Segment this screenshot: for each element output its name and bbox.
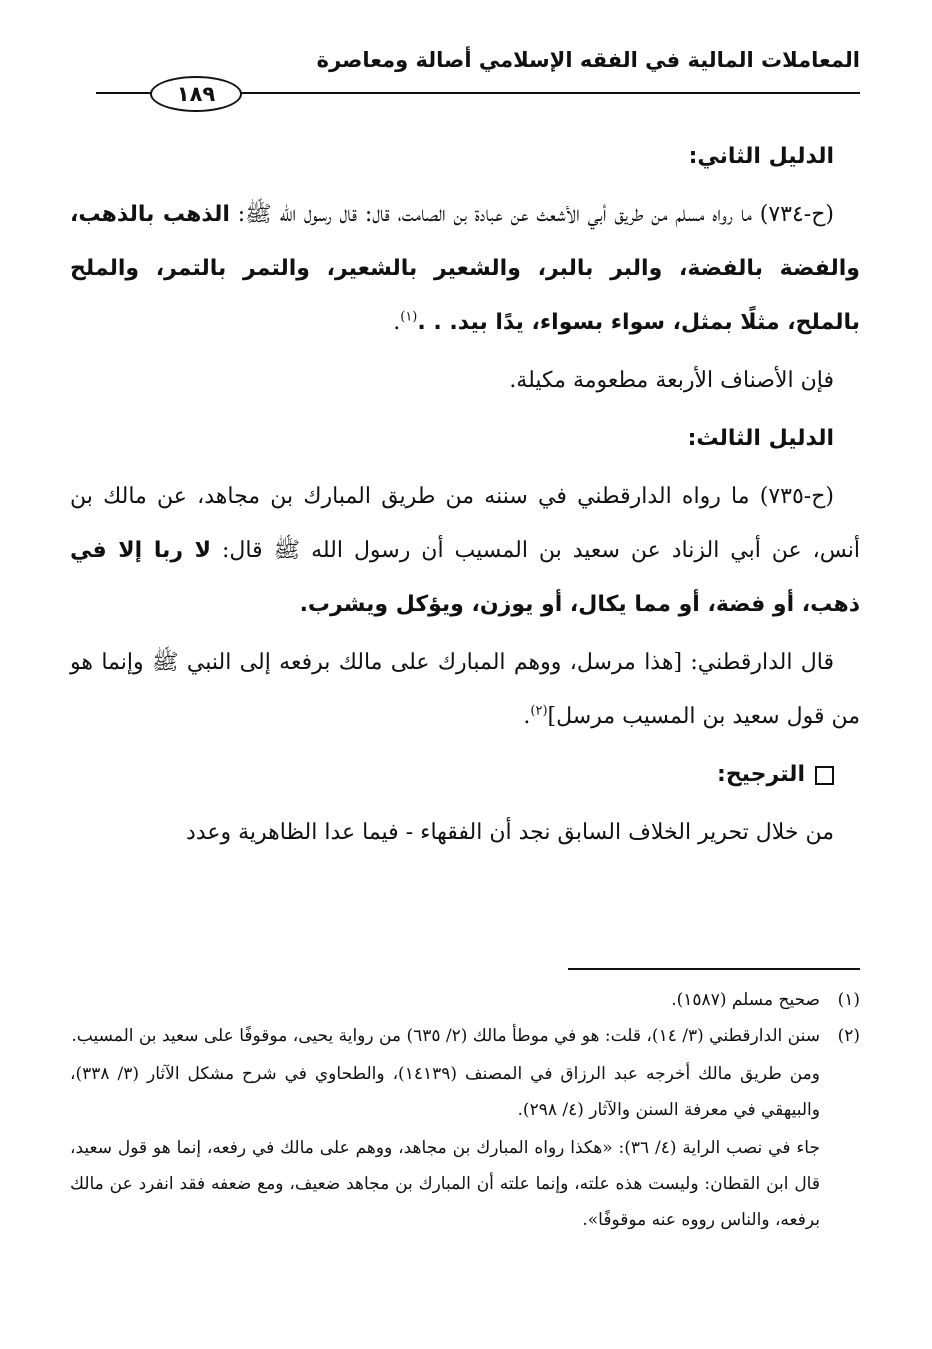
daraqutni-quote: قال الدارقطني: [هذا مرسل، ووهم المبارك على مالك برفعه إلى النبي ﷺ وإنما هو من قول سعيد بن المسيب مرسل]	[70, 650, 860, 729]
running-title: المعاملات المالية في الفقه الإسلامي أصالة ومعاصرة	[316, 48, 860, 72]
hadith-735-text: لا ربا إلا في ذهب، أو فضة، أو مما يكال، أو يوزن، ويؤكل ويشرب.	[70, 538, 860, 617]
paragraph-hadith-734	[70, 188, 860, 350]
footnote-2-number: (٢)	[837, 1026, 860, 1046]
footnotes	[70, 982, 860, 1238]
footnote-1	[70, 982, 860, 1018]
paragraph-tarjih: من خلال تحرير الخلاف السابق نجد أن الفقهاء - فيما عدا الظاهرية وعدد	[186, 820, 834, 845]
paragraph-hadith-735	[70, 470, 860, 632]
paragraph-daraqutni	[70, 636, 860, 744]
hadith-734-end: .	[393, 310, 401, 335]
hadith-735-intro: (ح-٧٣٥) ما رواه الدارقطني في سننه من طريق المبارك بن مجاهد، عن مالك بن أنس، عن أبي الزناد عن سعيد بن المسيب أن رسول الله ﷺ قال:	[70, 484, 860, 563]
tarjih-label: الترجيح:	[717, 762, 805, 787]
paragraph-conclusion: فإن الأصناف الأربعة مطعومة مكيلة.	[509, 368, 834, 393]
footnote-1-text: صحيح مسلم (١٥٨٧).	[671, 990, 820, 1010]
footnote-ref-1[interactable]: (١)	[400, 309, 418, 325]
footnote-2-text: سنن الدارقطني (٣/ ١٤)، قلت: هو في موطأ مالك (٢/ ٦٣٥) من رواية يحيى، موقوفًا على سعيد بن المسيب.	[71, 1026, 820, 1046]
hadith-734-intro: (ح-٧٣٤) ما رواه مسلم من طريق أبي الأشعث عن عبادة بن الصامت، قال: قال رسول الله ﷺ:	[229, 202, 834, 227]
footnote-ref-2[interactable]: (٢)	[530, 703, 548, 719]
footnote-2-paragraph-2: ومن طريق مالك أخرجه عبد الرزاق في المصنف (١٤١٣٩)، والطحاوي في شرح مشكل الآثار (٣/ ٣٣٨)، والبيهقي في معرفة السنن والآثار (٤/ ٢٩٨).	[70, 1064, 820, 1120]
hadith-734-text: الذهب بالذهب، والفضة بالفضة، والبر بالبر، والشعير بالشعير، والتمر بالتمر، والملح بالملح، مثلًا بمثل، سواء بسواء، يدًا بيد. . .	[70, 202, 860, 335]
footnote-2	[70, 1018, 860, 1054]
square-bullet-icon	[815, 766, 834, 785]
heading-third-evidence: الدليل الثالث:	[687, 426, 834, 451]
heading-second-evidence: الدليل الثاني:	[688, 144, 834, 169]
page-number: ١٨٩	[150, 76, 242, 112]
main-text	[70, 130, 860, 864]
daraqutni-end: .	[523, 704, 531, 729]
heading-tarjih	[70, 748, 860, 802]
footnote-1-number: (١)	[837, 990, 860, 1010]
footnote-2-paragraph-3: جاء في نصب الراية (٤/ ٣٦): «هكذا رواه المبارك بن مجاهد، ووهم على مالك في رفعه، إنما هو قول سعيد، قال ابن القطان: وليست هذه علته، وإنما علته أن المبارك بن مجاهد ضعيف، ومع ضعفه فقد انفرد عن مالك برفعه، والناس رووه عنه موقوفًا».	[70, 1138, 820, 1230]
footnote-rule	[568, 968, 860, 970]
